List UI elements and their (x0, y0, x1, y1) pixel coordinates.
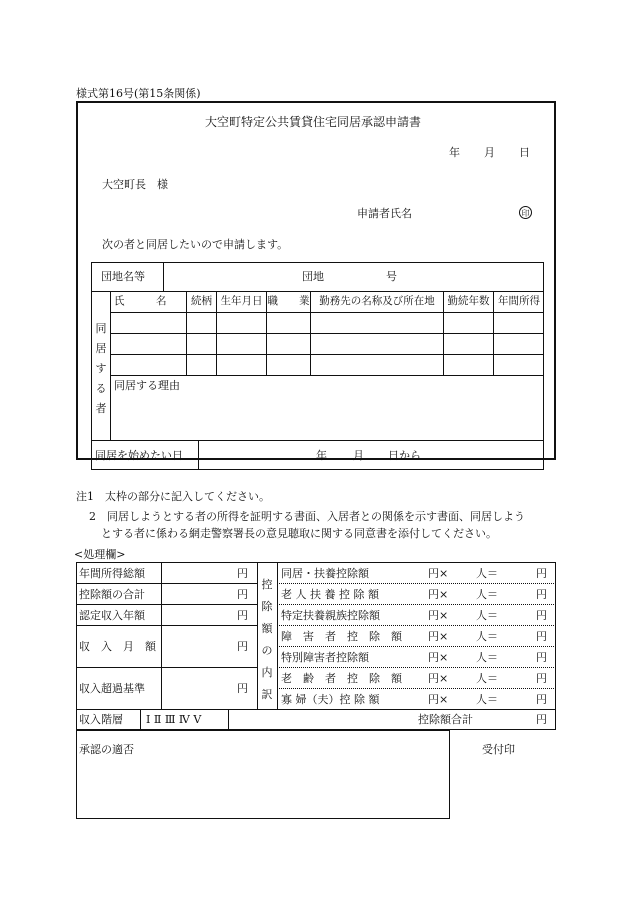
annual-income-total-label: 年間所得総額 (79, 567, 145, 580)
deduction-unit: 円 (536, 588, 547, 601)
deduction-yen: 円× (428, 693, 449, 706)
cohabitant-table (91, 262, 544, 470)
complex-go: 号 (386, 270, 397, 283)
date-year: 年 (449, 146, 460, 159)
note-2-line-2: とする者に係わる網走警察署長の意見聴取に関する同意書を添付してください。 (101, 527, 497, 540)
deduction-sum-label: 控除額の合計 (79, 588, 145, 601)
deduction-people: 人＝ (476, 567, 498, 580)
form-number: 様式第16号(第15条関係) (76, 87, 201, 100)
deduction-yen: 円× (428, 630, 449, 643)
start-year: 年 (316, 449, 327, 462)
monthly-income-label: 収 入 月 額 (79, 640, 156, 653)
header-name: 氏 名 (114, 295, 167, 307)
deduction-people: 人＝ (476, 672, 498, 685)
deduction-sum-unit: 円 (237, 588, 248, 601)
deduction-unit: 円 (536, 609, 547, 622)
start-from: 日から (388, 449, 421, 462)
header-annual-income: 年間所得 (498, 295, 540, 307)
processing-heading: <処理欄> (74, 548, 126, 561)
monthly-income-unit: 円 (237, 640, 248, 653)
seal-icon: 印 (519, 206, 532, 219)
header-birthdate: 生年月日 (220, 295, 263, 307)
deduction-people: 人＝ (476, 693, 498, 706)
deduction-label: 老 齢 者 控 除 額 (281, 672, 402, 685)
deduction-unit: 円 (536, 672, 547, 685)
complex-label: 団地名等 (101, 270, 145, 283)
certified-income-unit: 円 (237, 609, 248, 622)
deduction-total-unit: 円 (536, 713, 547, 726)
deduction-people: 人＝ (476, 630, 498, 643)
applicant-label: 申請者氏名 (357, 207, 412, 220)
deduction-yen: 円× (428, 672, 449, 685)
deduction-label: 老 人 扶 養 控 除 額 (281, 588, 379, 601)
header-relation: 続柄 (191, 295, 212, 307)
deduction-yen: 円× (428, 588, 449, 601)
addressee: 大空町長 様 (102, 178, 168, 191)
deduction-people: 人＝ (476, 609, 498, 622)
reason-label: 同居する理由 (114, 379, 180, 392)
deduction-label: 寡 婦（夫）控 除 額 (281, 693, 380, 706)
reception-stamp-label: 受付印 (482, 743, 515, 756)
deduction-yen: 円× (428, 567, 449, 580)
note-2-line-1: 2 同居しようとする者の所得を証明する書面、入居者との関係を示す書面、同居しよう (89, 510, 525, 523)
approval-label: 承認の適否 (79, 743, 134, 756)
deduction-unit: 円 (536, 693, 547, 706)
excess-standard-unit: 円 (237, 682, 248, 695)
deduction-breakdown-label: 控 除 額 の 内 訳 (261, 578, 273, 701)
note-1: 注1 太枠の部分に記入してください。 (76, 490, 270, 503)
start-month: 月 (353, 449, 364, 462)
intro-text: 次の者と同居したいので申請します。 (102, 238, 289, 251)
deduction-total-label: 控除額合計 (418, 713, 473, 726)
annual-income-total-unit: 円 (237, 567, 248, 580)
excess-standard-label: 収入超過基準 (79, 682, 145, 695)
deduction-yen: 円× (428, 609, 449, 622)
deduction-unit: 円 (536, 567, 547, 580)
complex-danchi: 団地 (302, 270, 324, 283)
cohabitant-side-label: 同 居 す る 者 (95, 322, 107, 415)
header-years-employed: 勤続年数 (447, 295, 490, 307)
form-title: 大空町特定公共賃貸住宅同居承認申請書 (205, 115, 422, 129)
header-occupation: 職 業 (267, 295, 310, 307)
deduction-people: 人＝ (476, 588, 498, 601)
deduction-unit: 円 (536, 630, 547, 643)
date-day: 日 (519, 146, 530, 159)
date-month: 月 (484, 146, 495, 159)
deduction-people: 人＝ (476, 651, 498, 664)
deduction-label: 障 害 者 控 除 額 (281, 630, 402, 643)
income-class-values: Ⅰ Ⅱ Ⅲ Ⅳ Ⅴ (146, 713, 202, 726)
deduction-unit: 円 (536, 651, 547, 664)
start-label: 同居を始めたい日 (95, 449, 183, 462)
certified-income-label: 認定収入年額 (79, 609, 145, 622)
deduction-label: 同居・扶養控除額 (281, 567, 369, 580)
deduction-label: 特定扶養親族控除額 (281, 609, 380, 622)
income-class-label: 収入階層 (79, 713, 123, 726)
header-employer: 勤務先の名称及び所在地 (319, 295, 435, 307)
deduction-yen: 円× (428, 651, 449, 664)
deduction-label: 特別障害者控除額 (281, 651, 369, 664)
